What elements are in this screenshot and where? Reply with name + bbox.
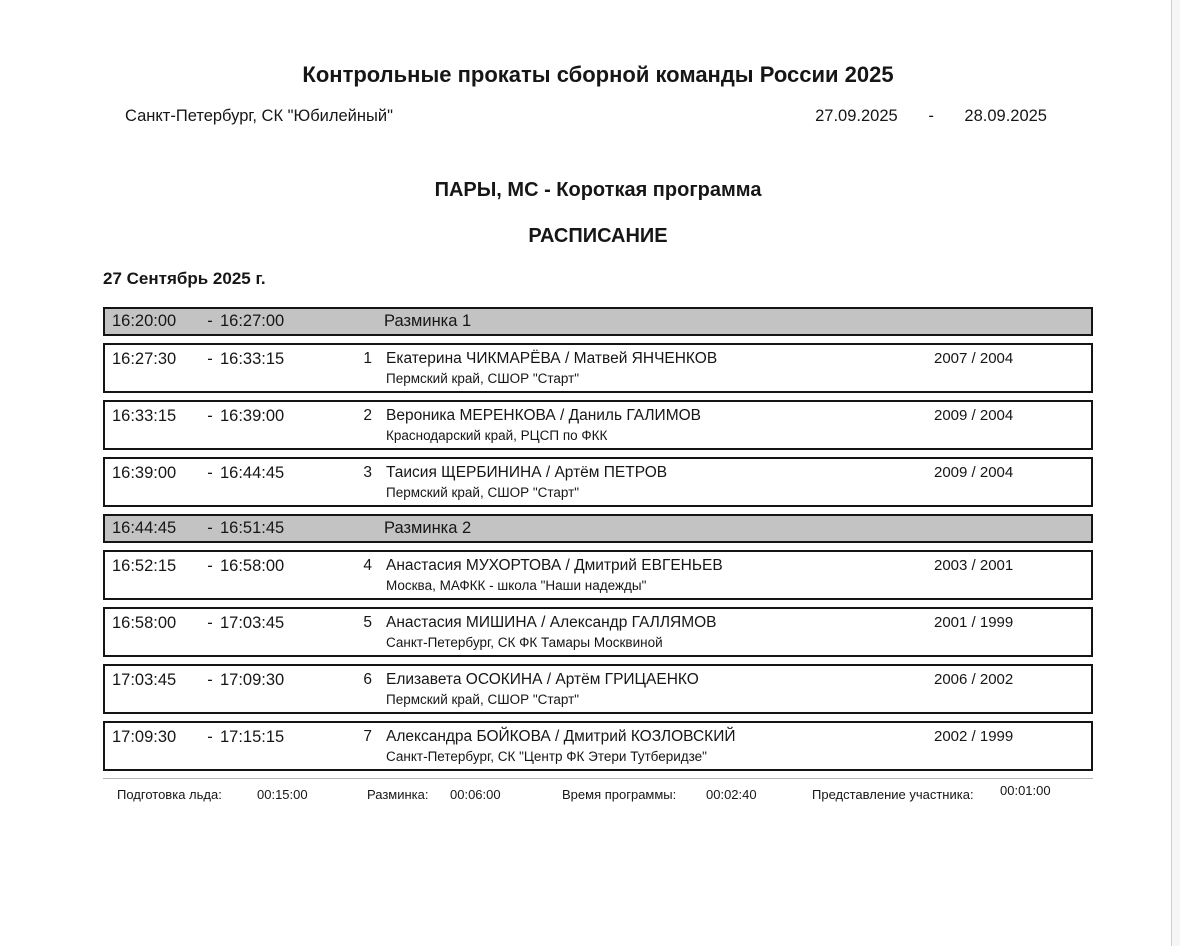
skater-club: Санкт-Петербург, СК ФК Тамары Москвиной — [386, 635, 663, 650]
footer-divider — [103, 778, 1093, 779]
time-dash: - — [207, 464, 213, 482]
category-title: ПАРЫ, МС - Короткая программа — [434, 179, 762, 201]
skater-names: Екатерина ЧИКМАРЁВА / Матвей ЯНЧЕНКОВ — [386, 350, 718, 367]
end-time: 17:09:30 — [220, 671, 285, 689]
birth-years: 2006 / 2002 — [934, 671, 1014, 688]
time-dash: - — [207, 312, 213, 330]
day-label: 27 Сентябрь 2025 г. — [103, 269, 266, 288]
time-range — [112, 518, 358, 539]
start-time: 16:52:15 — [112, 557, 177, 575]
start-time: 16:27:30 — [112, 350, 177, 368]
presentation-label: Представление участника: — [812, 787, 974, 802]
skater-names: Елизавета ОСОКИНА / Артём ГРИЦАЕНКО — [386, 671, 699, 688]
skater-info — [386, 464, 934, 501]
time-dash: - — [207, 350, 213, 368]
warmup-time-label: Разминка: — [367, 787, 429, 802]
competitor-row — [103, 457, 1093, 507]
warmup-label: Разминка 1 — [384, 312, 472, 330]
skater-names: Таисия ЩЕРБИНИНА / Артём ПЕТРОВ — [386, 464, 668, 481]
skater-info — [386, 614, 934, 651]
birth-years: 2003 / 2001 — [934, 557, 1014, 574]
date-dash: - — [928, 107, 934, 125]
start-time: 16:33:15 — [112, 407, 177, 425]
warmup-label: Разминка 2 — [384, 519, 472, 537]
date-from: 27.09.2025 — [815, 107, 898, 125]
start-time: 17:03:45 — [112, 671, 177, 689]
time-range — [112, 311, 358, 332]
skater-names: Анастасия МИШИНА / Александр ГАЛЛЯМОВ — [386, 614, 717, 631]
time-range — [112, 350, 358, 368]
competitor-row — [103, 400, 1093, 450]
skater-names: Вероника МЕРЕНКОВА / Даниль ГАЛИМОВ — [386, 407, 701, 424]
skater-club: Санкт-Петербург, СК "Центр ФК Этери Тутберидзе" — [386, 749, 707, 764]
end-time: 16:44:45 — [220, 464, 285, 482]
time-range — [112, 671, 358, 689]
skater-info — [386, 671, 934, 708]
skater-names: Анастасия МУХОРТОВА / Дмитрий ЕВГЕНЬЕВ — [386, 557, 723, 574]
start-time: 16:58:00 — [112, 614, 177, 632]
time-dash: - — [207, 557, 213, 575]
end-time: 17:03:45 — [220, 614, 285, 632]
competitor-row — [103, 721, 1093, 771]
time-range — [112, 557, 358, 575]
start-number: 4 — [363, 557, 372, 574]
birth-years: 2009 / 2004 — [934, 407, 1014, 424]
skater-names: Александра БОЙКОВА / Дмитрий КОЗЛОВСКИЙ — [386, 728, 736, 745]
end-time: 16:27:00 — [220, 312, 285, 330]
schedule-document — [103, 0, 1093, 809]
birth-years: 2002 / 1999 — [934, 728, 1014, 745]
skater-info — [386, 557, 934, 594]
end-time: 17:15:15 — [220, 728, 285, 746]
birth-years: 2001 / 1999 — [934, 614, 1014, 631]
time-dash: - — [207, 407, 213, 425]
time-range — [112, 464, 358, 482]
birth-years: 2007 / 2004 — [934, 350, 1014, 367]
warmup-row — [103, 514, 1093, 543]
start-number: 7 — [363, 728, 372, 745]
end-time: 16:51:45 — [220, 519, 285, 537]
time-range — [112, 614, 358, 632]
skater-info — [386, 407, 934, 444]
program-time-value: 00:02:40 — [706, 787, 757, 802]
time-dash: - — [207, 728, 213, 746]
competitor-row — [103, 607, 1093, 657]
ice-prep-value: 00:15:00 — [257, 787, 308, 802]
skater-club: Москва, МАФКК - школа "Наши надежды" — [386, 578, 647, 593]
start-time: 16:44:45 — [112, 519, 177, 537]
end-time: 16:39:00 — [220, 407, 285, 425]
venue-label: Санкт-Петербург, СК "Юбилейный" — [125, 107, 393, 125]
competitor-row — [103, 343, 1093, 393]
start-time: 16:39:00 — [112, 464, 177, 482]
start-number: 3 — [363, 464, 372, 481]
skater-club: Пермский край, СШОР "Старт" — [386, 371, 580, 386]
time-range — [112, 407, 358, 425]
time-dash: - — [207, 614, 213, 632]
presentation-value: 00:01:00 — [1000, 783, 1051, 798]
birth-years: 2009 / 2004 — [934, 464, 1014, 481]
skater-info — [386, 350, 934, 387]
time-range — [112, 728, 358, 746]
start-time: 17:09:30 — [112, 728, 177, 746]
competitor-row — [103, 664, 1093, 714]
date-to: 28.09.2025 — [964, 107, 1047, 125]
start-time: 16:20:00 — [112, 312, 177, 330]
skater-info — [386, 728, 934, 765]
start-number: 6 — [363, 671, 372, 688]
ice-prep-label: Подготовка льда: — [117, 787, 222, 802]
start-number: 5 — [363, 614, 372, 631]
scan-page-edge — [1171, 0, 1180, 946]
event-dates — [815, 106, 1047, 126]
skater-club: Краснодарский край, РЦСП по ФКК — [386, 428, 608, 443]
skater-club: Пермский край, СШОР "Старт" — [386, 485, 580, 500]
end-time: 16:33:15 — [220, 350, 285, 368]
schedule-heading: РАСПИСАНИЕ — [528, 225, 668, 247]
event-info-row — [103, 106, 1093, 126]
end-time: 16:58:00 — [220, 557, 285, 575]
competitor-row — [103, 550, 1093, 600]
start-number: 1 — [363, 350, 372, 367]
time-dash: - — [207, 519, 213, 537]
timing-parameters — [103, 783, 1093, 809]
warmup-row — [103, 307, 1093, 336]
schedule-table — [103, 307, 1093, 771]
skater-club: Пермский край, СШОР "Старт" — [386, 692, 580, 707]
start-number: 2 — [363, 407, 372, 424]
program-time-label: Время программы: — [562, 787, 677, 802]
page-title: Контрольные прокаты сборной команды России 2025 — [302, 62, 894, 87]
warmup-time-value: 00:06:00 — [450, 787, 501, 802]
time-dash: - — [207, 671, 213, 689]
